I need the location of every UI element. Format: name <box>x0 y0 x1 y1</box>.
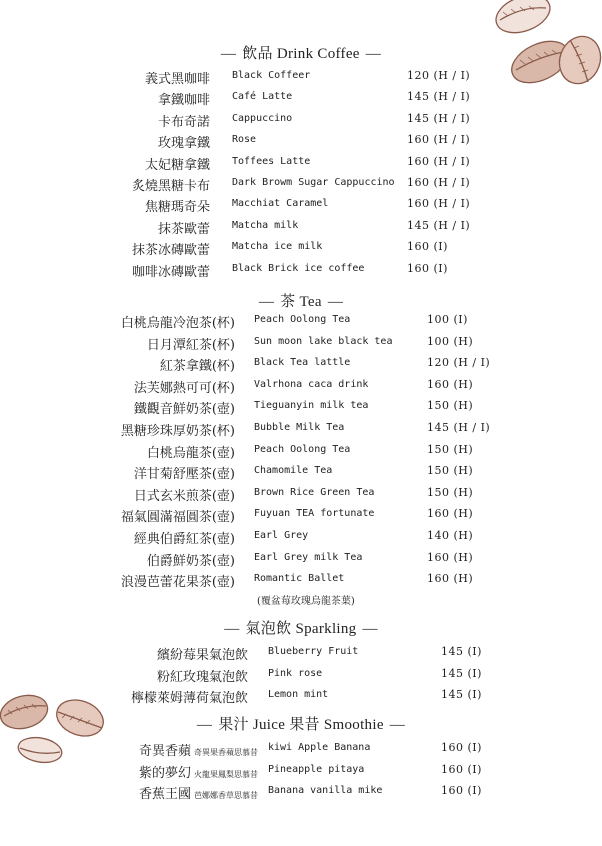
menu-item-chinese-subtitle: 芭娜娜香草思慕昔 <box>194 791 258 800</box>
menu-item-row <box>0 111 602 131</box>
menu-item-english-name: Black Tea lattle <box>254 357 351 369</box>
menu-item-row <box>0 68 602 88</box>
menu-item-chinese-name <box>132 175 210 194</box>
section-heading-smoothie: — 果汁 Juice 果昔 Smoothie — <box>196 717 406 733</box>
menu-item-row <box>0 377 602 397</box>
menu-item-chinese-name <box>145 154 210 173</box>
menu-item-chinese-name <box>134 528 235 547</box>
menu-item-english-name: Pink rose <box>268 667 323 679</box>
section-heading-coffee: — 飲品 Drink Coffee — <box>220 46 382 62</box>
menu-item-chinese-title: 黑糖珍珠厚奶茶(杯) <box>120 424 235 439</box>
menu-item-price: 140 (H) <box>427 529 474 542</box>
menu-item-english-name: Earl Grey <box>254 530 309 541</box>
menu-item-price: 160 (H) <box>427 377 474 391</box>
menu-item-chinese-name <box>147 550 235 569</box>
menu-item-row <box>0 398 602 418</box>
menu-item-chinese-name <box>134 398 235 417</box>
menu-item-row <box>0 644 602 664</box>
menu-item-price: 100 (H) <box>427 334 474 348</box>
menu-item-chinese-title: 紫的夢幻 <box>138 765 191 781</box>
menu-item-chinese-name <box>139 762 258 781</box>
section-heading-tea: — 茶 Tea — <box>258 294 344 310</box>
menu-item-chinese-title: 日月潭紅茶(杯) <box>146 337 235 353</box>
menu-item-price: 145 (H / I) <box>407 218 471 232</box>
menu-item-english-name: Black Coffeer <box>232 70 311 81</box>
menu-item-chinese-subtitle: 火龍果鳳梨思慕昔 <box>194 769 258 779</box>
menu-item-chinese-title: 伯爵鮮奶茶(壺) <box>146 553 235 569</box>
menu-item-english-name: Banana vanilla mike <box>268 785 383 796</box>
menu-item-chinese-title: 玫瑰拿鐵 <box>157 136 210 152</box>
menu-item-row <box>0 740 602 760</box>
menu-item-chinese-name <box>145 196 210 215</box>
menu-item-chinese-name <box>134 485 235 504</box>
menu-item-price: 145 (H / I) <box>427 421 491 434</box>
menu-item-english-name: Toffees Latte <box>232 155 311 167</box>
menu-item-row <box>0 571 602 591</box>
menu-item-row <box>0 762 602 782</box>
menu-item-row <box>0 687 602 707</box>
menu-item-price: 160 (H / I) <box>407 133 471 147</box>
menu-item-price: 150 (H) <box>427 399 474 413</box>
menu-item-row <box>0 528 602 548</box>
menu-item-chinese-title: 繽紛莓果氣泡飲 <box>156 648 248 663</box>
menu-item-chinese-name <box>132 239 210 258</box>
menu-item-price: 145 (I) <box>441 645 482 658</box>
menu-item-price: 120 (H / I) <box>427 356 491 370</box>
menu-item-row <box>0 666 602 686</box>
menu-item-row <box>0 442 602 462</box>
menu-item-english-name: Brown Rice Green Tea <box>254 486 375 498</box>
menu-item-chinese-name <box>121 571 235 590</box>
menu-item-english-name: Peach Oolong Tea <box>254 443 351 455</box>
menu-item-chinese-name <box>121 420 235 439</box>
menu-item-chinese-name <box>158 132 210 151</box>
menu-item-chinese-name <box>158 218 210 237</box>
menu-item-price: 160 (I) <box>441 762 482 776</box>
menu-item-row <box>0 196 602 216</box>
menu-item-price: 145 (I) <box>441 666 482 680</box>
menu-item-price: 145 (H / I) <box>407 90 471 104</box>
menu-item-row <box>0 132 602 152</box>
menu-item-english-name: Matcha milk <box>232 219 299 231</box>
menu-item-english-name: Blueberry Fruit <box>268 646 359 657</box>
menu-item-chinese-name <box>131 687 248 706</box>
menu-item-english-name: Café Latte <box>232 91 293 103</box>
menu-item-chinese-name <box>121 312 235 331</box>
menu-item-english-name: Lemon mint <box>268 689 329 700</box>
menu-item-english-name: Bubble Milk Tea <box>254 422 345 433</box>
menu-item-chinese-name <box>139 783 258 802</box>
menu-item-price: 160 (I) <box>407 240 448 254</box>
menu-item-chinese-title: 咖啡冰磚歐蕾 <box>131 264 210 280</box>
menu-item-chinese-title: 卡布奇諾 <box>157 114 210 130</box>
menu-item-chinese-title: 檸檬萊姆薄荷氣泡飲 <box>130 691 248 706</box>
menu-item-row <box>0 239 602 259</box>
menu-item-chinese-name <box>157 666 248 685</box>
menu-item-chinese-title: 抹茶歐蕾 <box>157 221 210 237</box>
menu-item-chinese-title: 福氣圓滿福圓茶(壺) <box>120 510 235 526</box>
menu-item-chinese-name <box>132 261 210 280</box>
menu-item-price: 160 (I) <box>407 261 448 275</box>
menu-item-english-name: Chamomile Tea <box>254 465 333 477</box>
menu-item-price: 145 (H / I) <box>407 111 471 125</box>
menu-item-chinese-name <box>145 68 210 87</box>
menu-item-price: 160 (H / I) <box>407 176 471 189</box>
menu-item-chinese-title: 奇異香蘋 <box>138 744 191 759</box>
menu-item-row <box>0 506 602 526</box>
tea-note: (覆盆莓玫瑰烏龍茶葉) <box>257 596 355 607</box>
menu-item-row <box>0 261 602 281</box>
menu-item-chinese-title: 拿鐵咖啡 <box>157 93 210 109</box>
menu-item-row <box>0 783 602 803</box>
menu-item-row <box>0 218 602 238</box>
menu-item-price: 120 (H / I) <box>407 69 471 82</box>
menu-item-price: 160 (I) <box>441 741 482 754</box>
menu-item-price: 145 (I) <box>441 688 482 701</box>
menu-item-chinese-subtitle: 奇異果香蘋思慕昔 <box>194 748 258 757</box>
menu-item-english-name: Black Brick ice coffee <box>232 262 365 274</box>
menu-item-chinese-title: 焦糖瑪奇朵 <box>144 200 210 216</box>
menu-item-row <box>0 334 602 354</box>
menu-item-price: 160 (H) <box>427 572 474 586</box>
menu-item-row <box>0 550 602 570</box>
menu-item-english-name: Sun moon lake black tea <box>254 335 393 347</box>
menu-item-price: 160 (H / I) <box>407 197 471 211</box>
menu-item-chinese-title: 日式玄米煎茶(壺) <box>133 488 235 504</box>
menu-item-english-name: Tieguanyin milk tea <box>254 400 369 412</box>
menu-item-row <box>0 175 602 195</box>
menu-item-chinese-name <box>134 463 235 482</box>
menu-item-row <box>0 154 602 174</box>
menu-item-chinese-title: 浪漫芭蕾花果茶(壺) <box>120 575 235 591</box>
menu-item-chinese-title: 紅茶拿鐵(杯) <box>159 359 235 375</box>
menu-item-chinese-title: 洋甘菊舒壓茶(壺) <box>133 467 235 483</box>
menu-item-row <box>0 312 602 332</box>
menu-item-english-name: Pineapple pitaya <box>268 763 365 775</box>
menu-item-chinese-title: 義式黑咖啡 <box>144 72 210 87</box>
menu-item-row <box>0 420 602 440</box>
menu-item-chinese-name <box>160 355 235 374</box>
menu-item-chinese-title: 白桃烏龍茶(壺) <box>146 445 235 461</box>
menu-item-english-name: Cappuccino <box>232 112 293 124</box>
menu-item-chinese-title: 法芙娜熱可可(杯) <box>133 380 235 396</box>
menu-item-english-name: Romantic Ballet <box>254 573 345 585</box>
menu-item-chinese-name <box>158 111 210 130</box>
menu-item-english-name: Valrhona caca drink <box>254 378 369 390</box>
menu-item-english-name: kiwi Apple Banana <box>268 742 371 753</box>
menu-item-row <box>0 485 602 505</box>
section-heading-sparkling: — 氣泡飲 Sparkling — <box>224 621 378 637</box>
menu-item-price: 150 (H) <box>427 442 474 456</box>
menu-item-price: 160 (H / I) <box>407 154 471 168</box>
menu-item-english-name: Peach Oolong Tea <box>254 314 351 325</box>
menu-item-price: 150 (H) <box>427 464 474 478</box>
menu-item-price: 150 (H) <box>427 485 474 499</box>
menu-item-price: 100 (I) <box>427 313 468 326</box>
menu-item-chinese-title: 太妃糖拿鐵 <box>144 157 210 173</box>
menu-item-chinese-name <box>139 740 258 759</box>
menu-item-chinese-name <box>158 89 210 108</box>
menu-item-price: 160 (I) <box>441 784 482 797</box>
menu-item-chinese-title: 鐵觀音鮮奶茶(壺) <box>133 402 235 418</box>
menu-item-english-name: Dark Browm Sugar Cappuccino <box>232 177 395 188</box>
menu-item-english-name: Macchiat Caramel <box>232 198 329 210</box>
menu-item-row <box>0 463 602 483</box>
menu-item-row <box>0 355 602 375</box>
menu-item-price: 160 (H) <box>427 507 474 521</box>
menu-item-english-name: Rose <box>232 134 257 146</box>
menu-item-chinese-name <box>147 442 235 461</box>
menu-item-price: 160 (H) <box>427 550 474 564</box>
menu-item-chinese-title: 經典伯爵紅茶(壺) <box>133 532 235 547</box>
menu-item-chinese-name <box>147 334 235 353</box>
menu-item-chinese-name <box>134 377 235 396</box>
menu-item-chinese-name <box>157 644 248 663</box>
menu-item-row <box>0 89 602 109</box>
menu-item-english-name: Fuyuan TEA fortunate <box>254 508 375 520</box>
menu-item-english-name: Matcha ice milk <box>232 241 323 253</box>
menu-item-chinese-title: 炙燒黑糖卡布 <box>131 179 210 194</box>
menu-item-english-name: Earl Grey milk Tea <box>254 551 363 563</box>
menu-item-chinese-title: 抹茶冰磚歐蕾 <box>131 243 210 259</box>
menu-item-chinese-title: 粉紅玫瑰氣泡飲 <box>156 669 248 685</box>
menu-item-chinese-title: 白桃烏龍冷泡茶(杯) <box>120 316 235 331</box>
menu-item-chinese-name <box>121 506 235 525</box>
menu-item-chinese-title: 香蕉王國 <box>138 787 191 802</box>
